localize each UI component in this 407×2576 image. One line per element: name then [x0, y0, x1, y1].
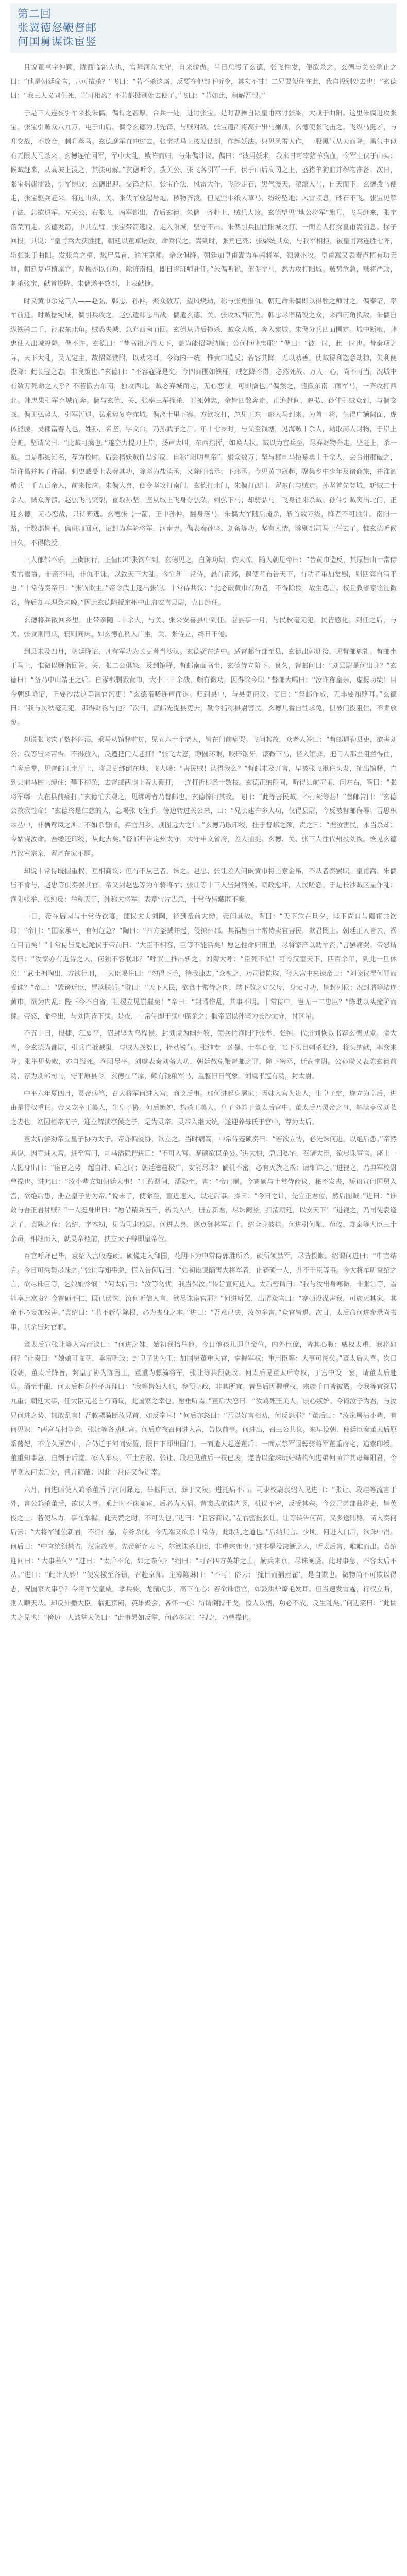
- chapter-content: [10, 61, 397, 2576]
- paragraph: 百官呼拜已毕，袁绍入宫收蹇硕。硕慌走入御园，花阴下为中常侍郭胜所杀。硕所领禁军，尽皆投顺。绍谓何进曰：“中官结党。今日可乘势尽诛之。”张让等知事急，慌入告何后曰：“始初设谋陷害大将军者，止蹇硕一人，并不干臣等事。今大将军听袁绍之言，欲尽诛臣等，乞娘娘怜悯！”何太后曰：“汝等勿忧，我当保汝。”传旨宣何进入。太后密谓曰：“我与汝出身寒微，非张让等，焉能享此富贵？今蹇硕不仁，既已伏诛，汝何听信人言，欲尽诛宦官耶？”何进听罢，出谓众官曰：“蹇硕设谋害我，可族灭其家。其余不必妄加残害。”袁绍曰：“若不斩草除根，必为丧身之本。”进曰：“吾意已决，汝勿多言。”众官皆退。次日，太后命何进参录尚书事，其余皆封官职。: [10, 1252, 397, 1332]
- paragraph: 却说十常侍既握重权，互相商议：但有不从己者，诛之。赵忠、张让差人问破黄巾将士索金帛，不从者奏罢职。皇甫嵩、朱儁皆不肯与，赵忠等俱奏罢其官。帝又封赵忠等为车骑将军；张让等十三人皆封列侯。朝政愈坏，人民嗟怨。于是长沙贼区星作乱；渔阳张举、张纯反：举称天子，纯称大将军。表章雪片告急，十常侍皆藏匿不奏。: [10, 867, 397, 904]
- paragraph: 中平六年夏四月，灵帝病笃，召大将军何进入宫，商议后事。那何进起身屠家；因妹入宫为贵人，生皇子辩，遂立为皇后，进由是得权重任。帝又宠幸王美人，生皇子协。何后嫉妒，鸩杀王美人。皇子协养于董太后宫中。董太后乃灵帝之母，解渎亭侯刘苌之妻也。初因桓帝无子，迎立解渎亭侯之子，是为灵帝。灵帝入继大统，遂迎养母氏于宫中，尊为太后。: [10, 1090, 397, 1126]
- paragraph: 于是三人连夜引军来投朱儁。儁待之甚厚，合兵一处，进讨张宝。是时曹操自跟皇甫嵩讨张梁，大战于曲阳。这里朱儁进攻张宝。张宝引贼众八九万，屯于山后。儁令玄德为其先锋，与贼对敌。张宝遣副将高升出马搦战，玄德使张飞击之。飞纵马挺矛，与升交战，不数合，刺升落马。玄德麾军直冲过去。张宝就马上披发仗剑，作起妖法。只见风雷大作，一股黑气从天而降，黑气中似有无限人马杀来。玄德连忙回军，军中大乱，败阵而归，与朱儁计议。儁曰：“彼用妖术，我来日可宰猪羊狗血，令军士伏于山头；候贼赶来，从高坡上泼之，其法可解。”玄德听令，拨关公、张飞各引军一千，伏于山后高冈之上，盛猪羊狗血并秽物准备。次日，张宝摇旗擂鼓，引军搦战，玄德出迎。交锋之际，张宝作法，风雷大作，飞砂走石，黑气漫天，滚滚人马，自天而下。玄德拨马便走，张宝驱兵赶来。将过山头，关、张伏军放起号炮，秽物齐泼。但见空中纸人草马，纷纷坠地；风雷顿息，砂石不飞。张宝见解了法，急欲退军。左关公，右张飞，两军都出，背后玄德、朱儁一齐赶上，贼兵大败。玄德望见“地公将军”旗号，飞马赶来，张宝落荒而走。玄德发箭，中其左臂。张宝带箭逃脱，走入阳城，坚守不出。朱儁引兵围住阳城攻打，一面差人打探皇甫嵩消息。探子回报，具说：“皇甫嵩大获胜捷，朝廷以董卓屡败，命嵩代之。嵩到时，张角已死；张梁统其众，与我军相拒，被皇甫嵩连胜七阵，斩张梁于曲阳。发张角之棺，戮尸枭首，送往京师。余众俱降。朝廷加皇甫嵩为车骑将军，领冀州牧。皇甫嵩又表奏卢植有功无罪，朝廷复卢植原官。曹操亦以有功，除济南相，即日将班师赴任。”朱儁听说，催促军马，悉力攻打阳城。贼势危急，贼将严政，刺杀张宝，献首投降。朱儁遂平数郡，上表献捷。: [10, 109, 397, 288]
- paragraph: 不五十日，报捷，江夏平，诏封坚为乌程侯。封刘虞为幽州牧，领兵往渔阳征张举、张纯。代州刘恢以书荐玄德见虞。虞大喜，令玄德为都尉，引兵直抵贼巢，与贼大战数日，挫动锐气。张纯专一凶暴，士卒心变，帐下头目刺杀张纯，将头纳献，率众来降。张举见势败，亦自缢死。渔阳尽平。刘虞表奏刘备大功，朝廷赦免鞭督邮之罪，除下密丞，迁高堂尉。公孙瓒又表陈玄德前功，荐为别部司马，守平原县令。玄德在平原，颇有钱粮军马，重整旧日气象。刘虞平寇有功，封太尉。: [10, 1030, 397, 1080]
- paragraph: 董太后宣张让等入宫商议曰：“何进之妹，始初我抬举他。今日他孩儿即皇帝位，内外臣僚，皆其心腹：威权太重，我将如何？”让奏曰：“娘娘可临朝，垂帘听政；封皇子协为王；加国舅董重大官，掌握军权；重用臣等：大事可图矣。”董太后大喜。次日设朝，董太后降旨，封皇子协为陈留王，董重为骠骑将军，张让等共预朝政。何太后见董太后专权，于宫中设一宴，请董太后赴席。酒至半酣，何太后起身捧杯再拜曰：“我等皆妇人也，参预朝政，非其所宜。昔吕后因握重权，宗族千口皆被戮。今我等宜深居九重；朝廷大事，任大臣元老自行商议，此国家之幸也。愿垂听焉。”董后大怒曰：“汝鸩死王美人，设心嫉妒。今倚汝子为君，与汝兄何进之势，辄敢乱言！吾敕骠骑断汝兄首，如反掌耳！”何后亦怒曰：“吾以好言相劝，何反怒耶？”董后曰：“汝家屠沽小辈，有何见识！”两宫互相争竞，张让等各劝归宫。何后连夜召何进入宫，告以前事。何进出，召三公共议。来早设朝，使廷臣奏董太后原系藩妃，不宜久居宫中，合仍迁于河间安置，限日下即出国门。一面遣人起送董后；一面点禁军围骠骑将军董重府宅，追索印绶。董重知事急，自刎于后堂。家人举哀，军士方散。张让、段珪见董后一枝已废，遂皆以金珠玩好结构何进弟何苗并其母舞阳君，令早晚入何太后处，善言遮蔽：因此十常侍又得近幸。: [10, 1341, 397, 1477]
- paragraph: 到县未及四月，朝廷降诏，凡有军功为长吏者当沙汰。玄德疑在遣中。适督邮行部至县，玄德出郭迎接，见督邮施礼。督邮坐于马上，惟微以鞭指回答。关、张二公俱怒。及到馆驿，督邮南面高坐，玄德侍立阶下。良久，督邮问曰：“刘县尉是何出身？”玄德曰：“备乃中山靖王之后；自涿郡剿戮黄巾，大小三十余战，颇有微功，因得除今职。”督邮大喝曰：“汝诈称皇亲，虚报功绩！目今朝廷降诏，正要沙汰这等滥官污吏！”玄德喏喏连声而退。归到县中，与县吏商议。吏曰：“督邮作威，无非要贿赂耳。”玄德曰：“我与民秋毫无犯，那得财物与他？”次日，督邮先提县吏去，勒令指称县尉害民。玄德几番自往求免，俱被门役阻住，不肯放参。: [10, 648, 397, 727]
- paragraph: 三人郁郁不乐，上街闲行，正值郎中张钧车到。玄德见之，自陈功绩。钧大惊，随入朝见帝曰：“昔黄巾造反，其原皆由十常侍卖官鬻爵，非亲不用，非仇不诛，以致天下大乱。今宜斩十常侍，悬首南郊，遣使者布告天下，有功者重加赏赐，则四海自清平也。”十常侍奏帝曰：“张钧欺主。”帝令武士逐出张钧。十常侍共议：“此必破黄巾有功者，不得除授，故生怨言。权且教省家铨注微名，待后却再理会未晚。”因此玄德除授定州中山府安喜县尉，克日赴任。: [10, 556, 397, 607]
- chapter-title-line-2: 何国舅谋诛宦竖: [18, 36, 97, 48]
- chapter-number: 第二回: [18, 8, 52, 20]
- paragraph: 六月，何进暗使人鸩杀董后于河间驿庭，举柩回京，葬于文陵。进托病不出。司隶校尉袁绍入见进曰：“张让、段珪等流言于外，言公鸩杀董后，欲谋大事。乘此时不诛阉宦，后必为大祸。昔窦武欲诛内竖，机谋不密，反受其殃。今公兄弟部曲将吏，皆英俊之士；若使尽力，事在掌握。此天赞之时，不可失也。”进曰：“且容商议。”左右密报张让，让等转告何苗，又多送贿赂。苗入奏何后云：“大将军辅佐新君，不行仁慈，专务杀伐。今无端又欲杀十常侍，此取乱之道也。”后纳其言。少顷，何进入白后，欲诛中涓。何后曰：“中官统领禁省，汉家故事。先帝新弃天下，尔欲诛杀旧臣，非重宗庙也。”进本是没决断之人，听太后言，唯唯而出。袁绍迎问曰：“大事若何？”进曰：“太后不允，如之奈何？”绍曰：“可召四方英雄之士，勒兵来京，尽诛阉竖。此时事急，不容太后不从。”进曰：“此计大妙！”便发檄至各镇，召赴京师。主簿陈琳曰：“不可！俗云：‘掩目而捕燕雀’，是自欺也。微物尚不可欺以得志，况国家大事乎？今将军仗皇威，掌兵要，龙骧虎步，高下在心：若欲诛宦官，如鼓洪炉燎毛发耳。但当速发雷霆，行权立断，则人顺天从。却反外檄大臣，临犯京阙，英雄聚会，各怀一心：所谓倒持干戈，授人以柄，功必不成，反生乱矣。”何进笑曰：“此懦夫之见也！”傍边一人鼓掌大笑曰：“此事易如反掌，何必多议！”视之，乃曹操也。: [10, 1486, 397, 1622]
- chapter-header: [10, 3, 397, 53]
- paragraph: 且说董卓字仲颖，陇西临洮人也，官拜河东太守，自来骄傲。当日怠慢了玄德，张飞性发，便欲杀之。玄德与关公急止之曰：“他是朝廷命官，岂可擅杀？”飞曰：“若不杀这厮，反要在他部下听令，其实不甘！二兄要便住在此，我自投别处去也！”玄德曰：“我三人义同生死，岂可相离？不若都投别处去便了。”飞曰：“若如此，稍解吾恨。”: [10, 64, 397, 100]
- chapter-title-line-1: 张翼德怒鞭督邮: [18, 22, 97, 34]
- paragraph: 时又黄巾余党三人——赵弘、韩忠、孙仲，聚众数万，望风烧劫，称与张角报仇。朝廷命朱儁即以得胜之师讨之。儁奉诏，率军前进。时贼据宛城，儁引兵攻之，赵弘遣韩忠出战。儁遣玄德、关、张攻城西南角。韩忠尽率精锐之众，来西南角抵敌。朱儁自纵铁骑二千，径取东北角。贼恐失城，急弃西南而回。玄德从背后掩杀，贼众大败，奔入宛城。朱儁分兵四面围定。城中断粮，韩忠使人出城投降。儁不许。玄德曰：“昔高祖之得天下，盖为能招降纳顺；公何拒韩忠耶？”儁曰：“彼一时，此一时也。昔秦项之际，天下大乱，民无定主，故招降赏附，以劝来耳。今海内一统，惟黄巾造反；若容其降，无以劝善。使贼得利恣意劫掠，失利便投降：此长寇之志，非良策也。”玄德曰：“不容寇降是矣。今四面围如铁桶，贼乞降不得，必然死战。万人一心，尚不可当，况城中有数万死命之人乎？不若撤去东南，独攻西北。贼必弃城而走，无心恋战，可即擒也。”儁然之，随撤东南二面军马，一齐攻打西北。韩忠果引军弃城而奔。儁与玄德、关、张率三军掩杀，射死韩忠，余皆四散奔走。正追赶间，赵弘、孙仲引贼众到，与儁交战。儁见弘势大，引军暂退。弘乘势复夺宛城。儁离十里下寨。方欲攻打，忽见正东一彪人马到来。为首一将，生得广额阔面，虎体熊腰；吴郡富春人也，姓孙，名坚，字文台，乃孙武子之后。年十七岁时，与父至钱塘，见海贼十余人，劫取商人财物，于岸上分赃。坚谓父曰：“此贼可擒也。”遂奋力提刀上岸，扬声大叫，东西指挥，如唤人状。贼以为官兵至，尽弃财物奔走。坚赶上，杀一贼。由是郡县知名，荐为校尉。后会稽妖贼许昌造反，自称“阳明皇帝”，聚众数万；坚与郡司马招募勇士千余人，会合州郡破之，斩许昌并其子许韶。刺史臧旻上表奏其功，除坚为盐渎丞，又除盱眙丞、下邳丞。今见黄巾寇起，聚集乡中少年及诸商旅，并淮泗精兵一千五百余人，前来接应。朱儁大喜，便令坚攻打南门，玄德打北门，朱儁打西门，留东门与贼走。孙坚首先登城，斩贼二十余人，贼众奔溃。赵弘飞马突槊，直取孙坚。坚从城上飞身夺弘槊，刺弘下马；却骑弘马，飞身往来杀贼。孙仲引贼突出北门，正迎玄德，无心恋战，只待奔逃。玄德张弓一箭，正中孙仲，翻身落马。朱儁大军随后掩杀，斩首数万级，降者不可胜计。南阳一路，十数郡皆平。儁班师回京，诏封为车骑将军，河南尹。儁表奏孙坚、刘备等功。坚有人情，除别郡司马上任去了。惟玄德听候日久，不得除授。: [10, 297, 397, 547]
- paragraph: 玄德将兵散回乡里，止带亲随二十余人，与关、张来安喜县中到任。署县事一月，与民秋毫无犯，民皆感化。到任之后，与关、张食则同桌，寝则同床。如玄德在稠人广坐，关、张侍立，终日不倦。: [10, 616, 397, 639]
- paragraph: 董太后尝劝帝立皇子协为太子。帝亦偏爱协，欲立之。当时病笃，中常侍蹇硕奏曰：“若欲立协，必先诛何进，以绝后患。”帝然其说，因宣进入宫。进至宫门，司马潘隐谓进曰：“不可入宫。蹇硕欲谋杀公。”进大惊，急归私宅，召诸大臣，欲尽诛宦官。座上一人挺身出曰：“宦官之势，起自冲、质之时；朝廷滋蔓极广，安能尽诛？倘机不密，必有灭族之祸：请细详之。”进视之，乃典军校尉曹操也。进叱曰：“汝小辈安知朝廷大事！”正踌躇间，潘隐至，言：“帝已崩。今蹇硕与十常侍商议，秘不发丧，矫诏宣何国舅入宫，欲绝后患，册立皇子协为帝。”说未了，使命至，宣进速入，以定后事。操曰：“今日之计，先宜正君位，然后图贼。”进曰：“谁敢与吾正君讨贼？”一人挺身出曰：“愿借精兵五千，斩关入内，册立新君，尽诛阉竖，扫清朝廷，以安天下！”进视之，乃司徒袁逢之子，袁隗之侄：名绍，字本初，见为司隶校尉。何进大喜，遂点御林军五千。绍全身披挂。何进引何颙、荀攸、郑泰等大臣三十余员，相继而入，就灵帝柩前，扶立太子辩即皇帝位。: [10, 1136, 397, 1243]
- paragraph: 一日，帝在后园与十常侍饮宴，谏议大夫刘陶，径到帝前大恸。帝问其故。陶曰：“天下危在旦夕，陛下尚自与阉宦共饮耶！”帝曰：“国家承平，有何危急？”陶曰：“四方盗贼并起，侵掠州郡。其祸皆由十常侍卖官害民，欺君罔上。朝廷正人皆去，祸在目前矣！”十常侍皆免冠跪伏于帝前曰：“大臣不相容，臣等不能活矣！愿乞性命归田里，尽将家产以助军资。”言罢痛哭。帝怒谓陶曰：“汝家亦有近侍之人，何独不容朕耶？”呼武士推出斩之。刘陶大呼：“臣死不惜！可怜汉室天下，四百余年，到此一旦休矣！”武士拥陶出，方欲行刑，一大臣喝住曰：“勿得下手，待我谏去。”众视之，乃司徒陈耽，径入宫中来谏帝曰：“刘谏议得何罪而受诛？”帝曰：“毁谤近臣，冒渎朕躬。”耽曰：“天下人民，欲食十常侍之肉，陛下敬之如父母，身无寸功，皆封列侯；况封谞等结连黄巾，欲为内乱：陛下今不自省，社稷立见崩摧矣！”帝曰：“封谞作乱，其事不明。十常侍中，岂无一二忠臣？”陈耽以头撞阶而谏。帝怒，命牵出，与刘陶皆下狱。是夜，十常侍即于狱中谋杀之；假帝诏以孙坚为长沙太守，讨区星。: [10, 913, 397, 1021]
- paragraph: 却说张飞饮了数杯闷酒，乘马从馆驿前过，见五六十个老人，皆在门前痛哭。飞问其故，众老人答曰：“督邮逼勒县吏，欲害刘公；我等皆来苦告，不得放入，反遭把门人赶打！”张飞大怒，睁圆环眼，咬碎钢牙，滚鞍下马，径入馆驿，把门人那里阻挡得住，直奔后堂，见督邮正坐厅上，将县吏绑倒在地。飞大喝：“害民贼！认得我么？”督邮未及开言，早被张飞揪住头发，扯出馆驿，直到县前马桩上缚住；攀下柳条，去督邮两腿上着力鞭打，一连打折柳条十数枝。玄德正纳闷间，听得县前喧闹，问左右，答曰：“张将军绑一人在县前痛打。”玄德忙去观之，见绑缚者乃督邮也。玄德惊问其故。飞曰：“此等害民贼，不打死等甚！”督邮告曰：“玄德公救我性命！”玄德终是仁慈的人，急喝张飞住手。傍边转过关公来，曰：“兄长建许多大功，仅得县尉，今反被督邮侮辱。吾思枳棘丛中，非栖鸾凤之所；不如杀督邮，弃官归乡，别图远大之计。”玄德乃取印绶，挂于督邮之颈，责之曰：“据汝害民，本当杀却；今姑饶汝命。吾缴还印绶，从此去矣。”督邮归告定州太守，太守申文省府，差人捕捉。玄德、关、张三人往代州投刘恢。恢见玄德乃汉室宗亲，留匿在家不题。: [10, 736, 397, 858]
